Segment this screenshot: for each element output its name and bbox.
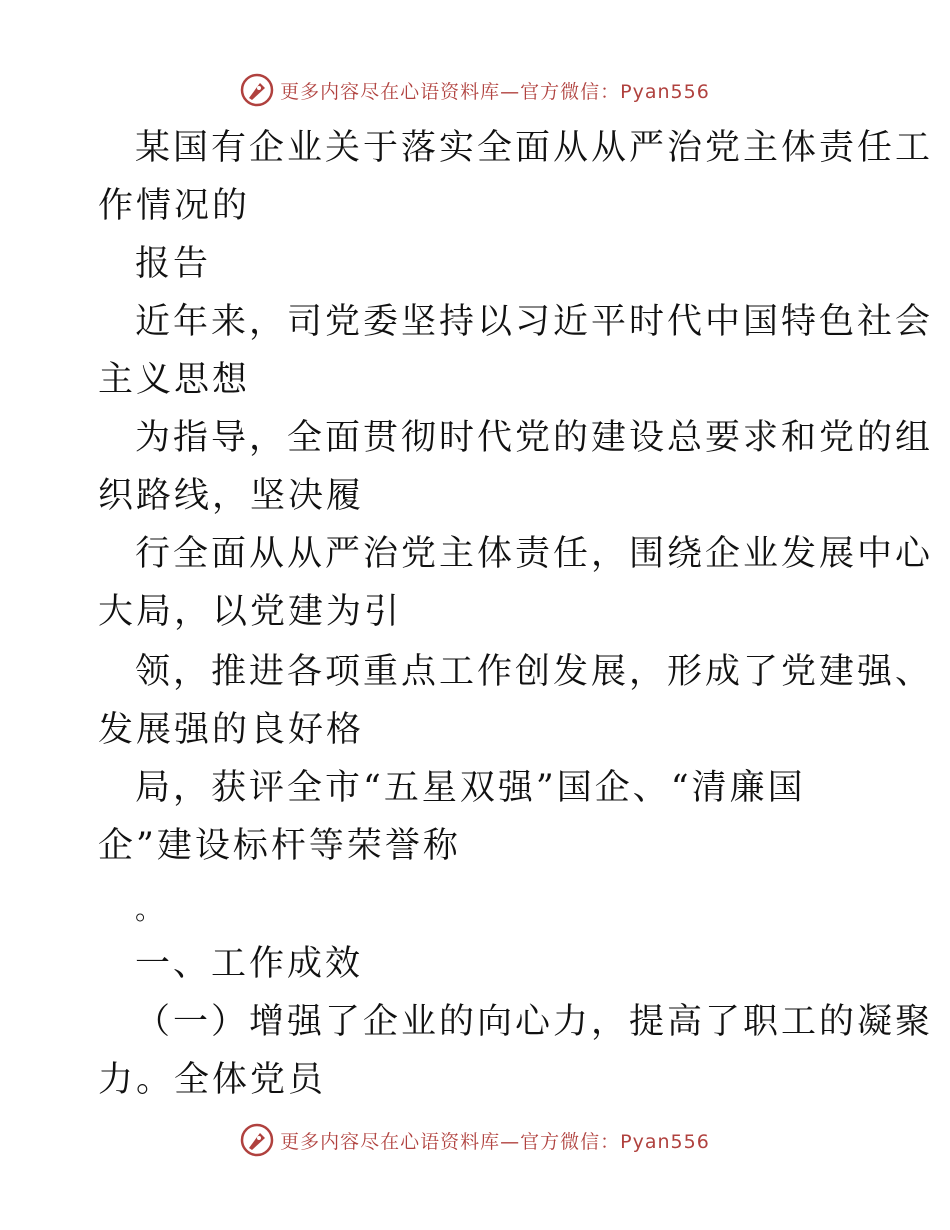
paragraph-line: 局，获评全市“五星双强”国企、“清廉国	[135, 768, 806, 808]
paragraph-line: 为指导，全面贯彻时代党的建设总要求和党的组	[135, 418, 934, 458]
pen-nib-logo-icon	[240, 73, 274, 107]
watermark-banner-top	[0, 70, 950, 110]
paragraph-line: 主义思想	[98, 360, 251, 400]
paragraph-line: 企”建设标杆等荣誉称	[98, 826, 461, 866]
watermark-text: 更多内容尽在心语资料库—官方微信：Pyan556	[280, 80, 710, 103]
title-line-3: 报告	[135, 244, 212, 284]
watermark-banner-bottom	[0, 1120, 950, 1160]
paragraph-line: 近年来，司党委坚持以习近平时代中国特色社会	[135, 302, 934, 342]
subsection-line: （一）增强了企业的向心力，提高了职工的凝聚	[135, 1002, 934, 1042]
pen-nib-logo-icon	[240, 1123, 274, 1157]
title-line-1: 某国有企业关于落实全面从从严治党主体责任工	[135, 128, 934, 168]
paragraph-line: 大局，以党建为引	[98, 592, 403, 632]
paragraph-line: 发展强的良好格	[98, 710, 365, 750]
title-line-2: 作情况的	[98, 186, 251, 226]
paragraph-line: 领，推进各项重点工作创发展，形成了党建强、	[135, 652, 934, 692]
paragraph-line: 力。全体党员	[98, 1060, 327, 1100]
section-heading: 一、工作成效	[135, 944, 364, 984]
watermark-text: 更多内容尽在心语资料库—官方微信：Pyan556	[280, 1130, 710, 1153]
paragraph-line: 行全面从从严治党主体责任，围绕企业发展中心	[135, 534, 934, 574]
paragraph-line: 织路线，坚决履	[98, 476, 365, 516]
paragraph-line: 。	[135, 893, 167, 926]
